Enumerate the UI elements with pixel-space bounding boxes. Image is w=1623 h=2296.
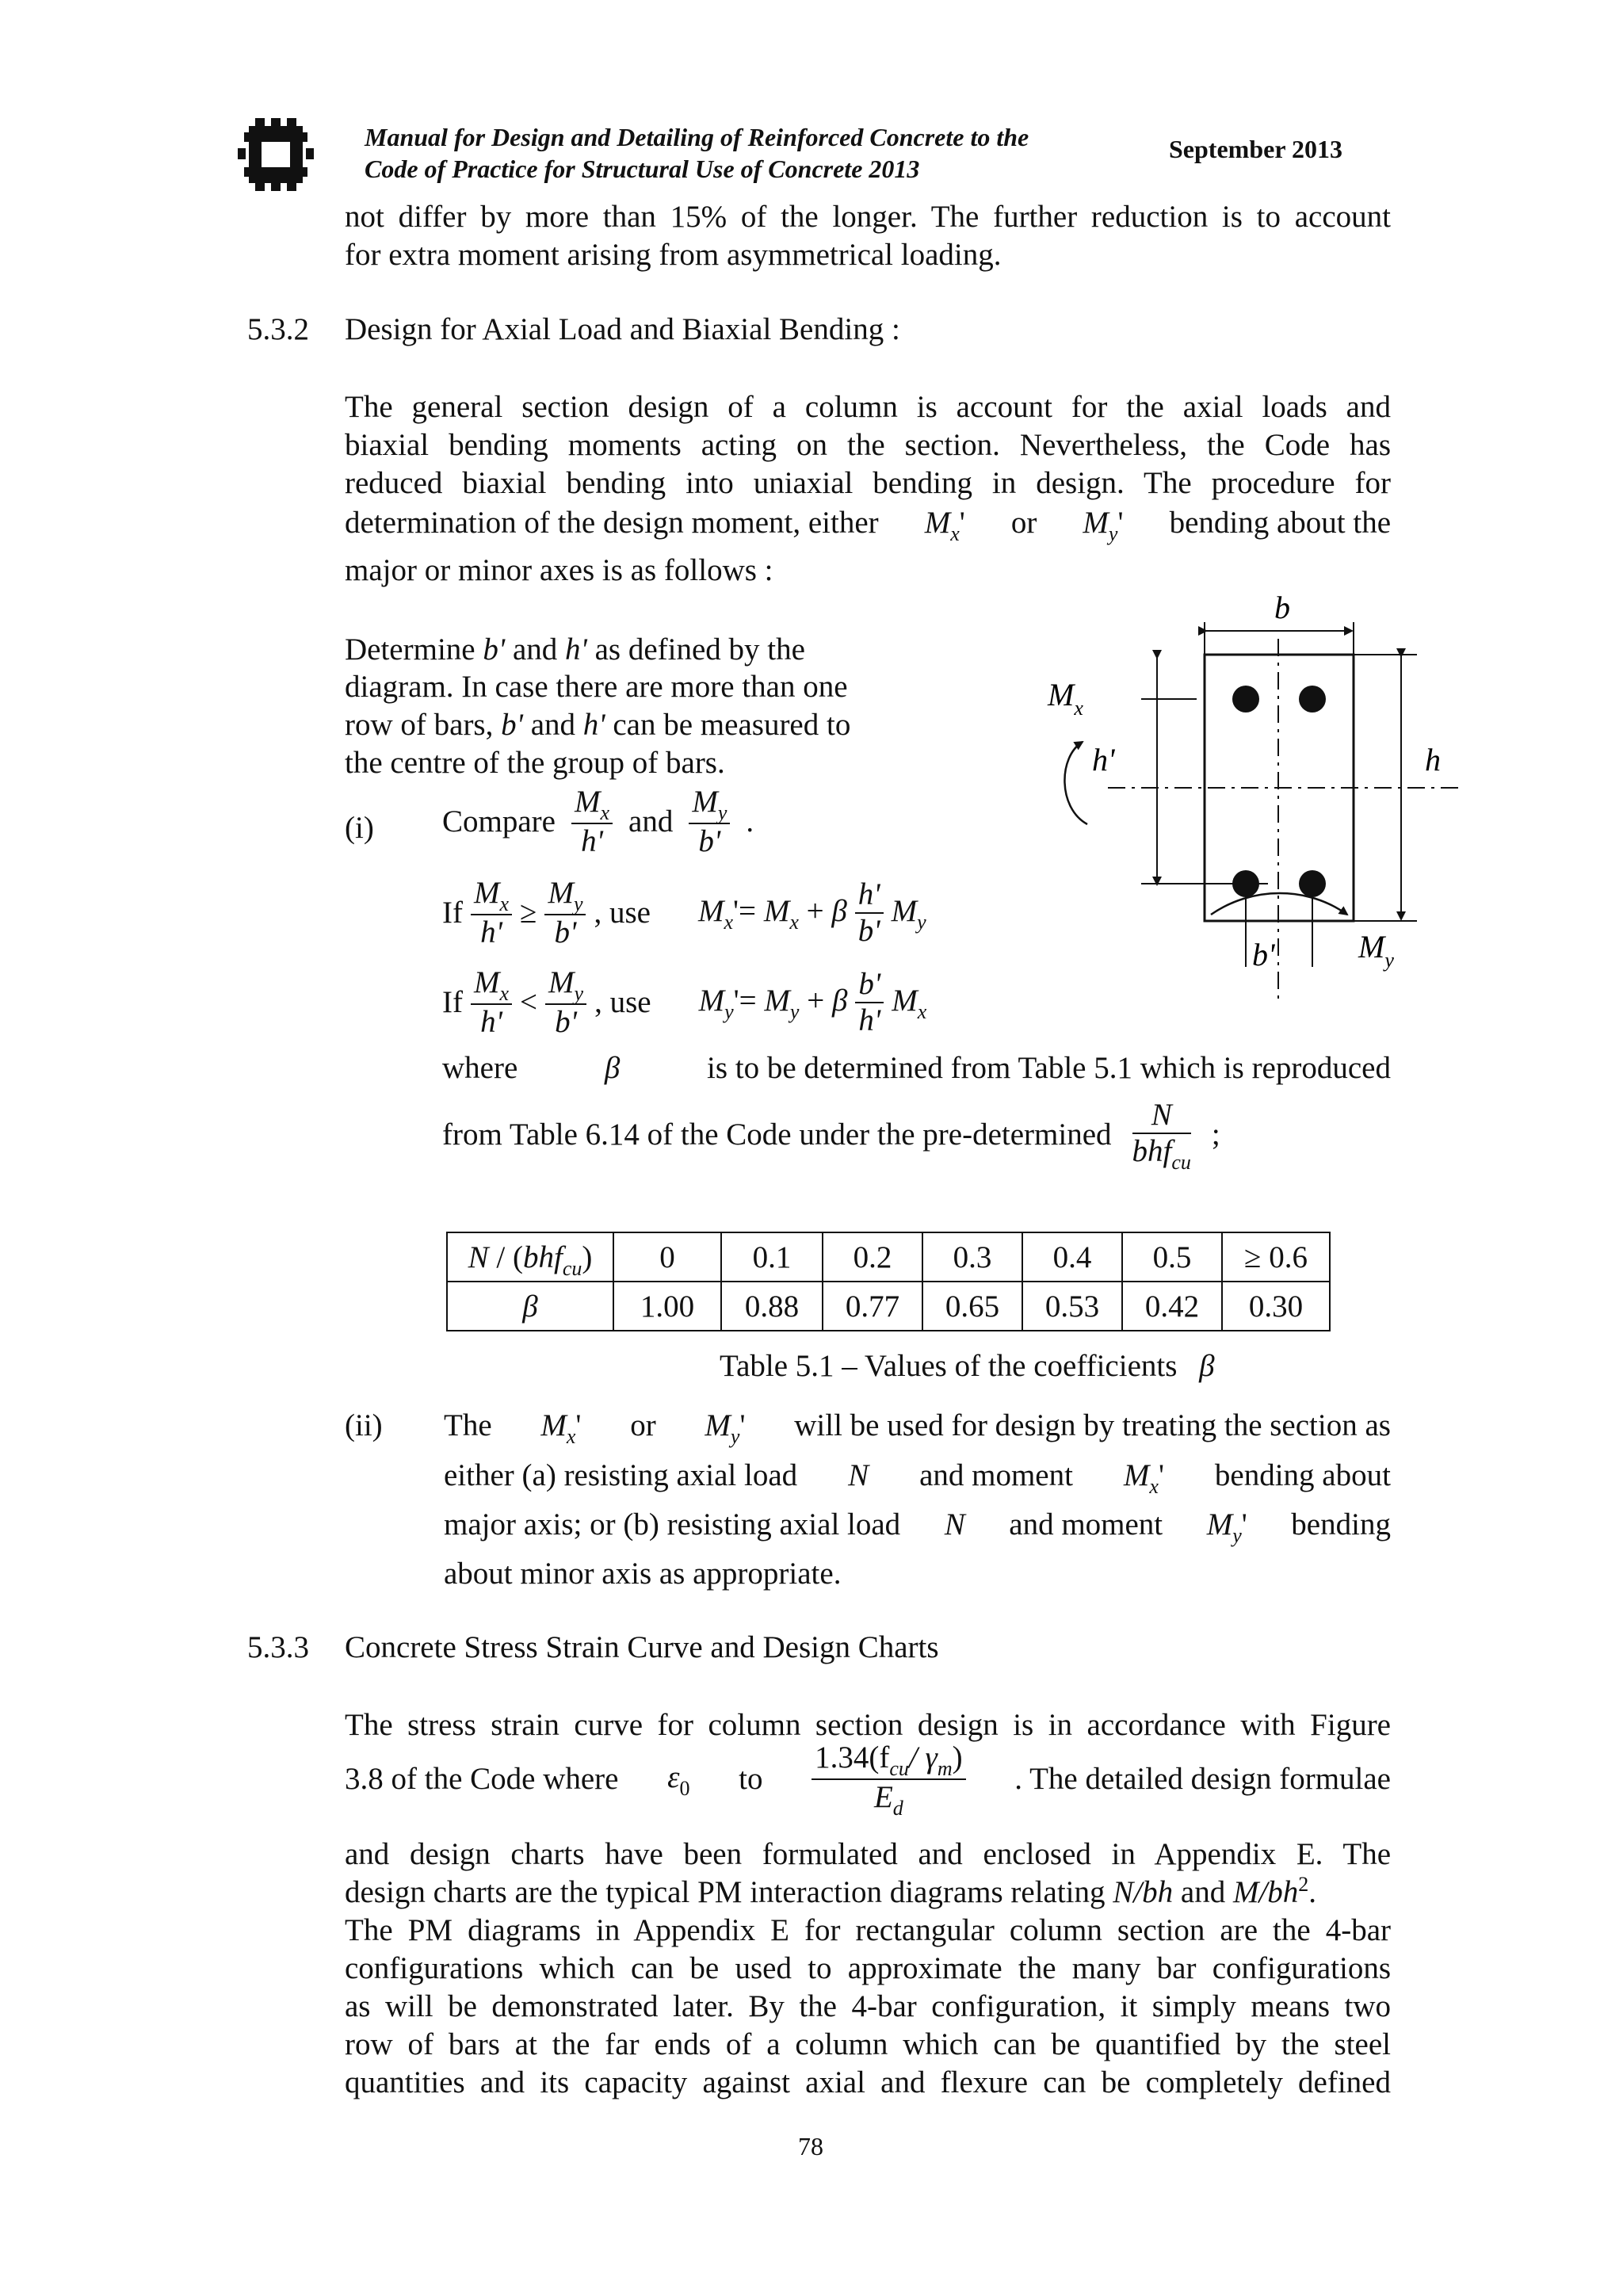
para-532-line2: biaxial bending moments acting on the section. Nevertheless, the Code has xyxy=(345,428,1391,462)
h-prime-label: h' xyxy=(1092,742,1115,777)
step-ii-label: (ii) xyxy=(345,1408,383,1442)
para-533-line4: design charts are the typical PM interaction diagrams relating N/bh and $M/bh^2$. xyxy=(345,1873,1317,1909)
determine-line1: Determine b' and h' as defined by the xyxy=(345,632,805,667)
para-line4-a: determination of the design moment, either xyxy=(345,506,879,540)
table-cell: 0.65 xyxy=(922,1282,1022,1331)
para-533-line2: 3.8 of the Code where $\varepsilon_0$ to $\frac{1.34(f_{cu}/ \gamma_m)}{E_d}$ . The detailed design formulae xyxy=(345,1740,1391,1820)
para-533-line1: The stress strain curve for column section design is in accordance with Figure xyxy=(345,1708,1391,1742)
h-prime-symbol: h' xyxy=(565,632,587,667)
table-cell: 0.1 xyxy=(721,1232,823,1282)
table-cell: 0.53 xyxy=(1022,1282,1122,1331)
page-number: 78 xyxy=(798,2132,823,2160)
determine-line2: diagram. In case there are more than one xyxy=(345,670,848,704)
para-532-line3: reduced biaxial bending into uniaxial bending in design. The procedure for xyxy=(345,466,1391,500)
compare-row: Compare $\frac{M_x}{h'}$ and $\frac{M_y}{b'}$ . xyxy=(442,785,754,858)
my-over-b-fraction: $\frac{M_y}{b'}$ xyxy=(689,785,730,859)
my-prime-symbol: $M_y'$ xyxy=(1083,506,1124,545)
formula-my-prime: $M_y'= M_y + \beta$ xyxy=(698,984,848,1023)
b-prime-label: b' xyxy=(1252,937,1275,972)
table-cell: 1.00 xyxy=(613,1282,721,1331)
b-label: b xyxy=(1274,590,1290,625)
rebar-dot xyxy=(1232,686,1259,712)
and-word: and xyxy=(628,804,674,839)
table-header-cell: β xyxy=(447,1282,613,1331)
table-cell: 0 xyxy=(613,1232,721,1282)
table-cell: 0.2 xyxy=(823,1232,922,1282)
table-cell: 0.5 xyxy=(1122,1232,1222,1282)
mx-prime-symbol: $M_x'$ xyxy=(924,506,965,545)
n-over-bhf-fraction: $\frac{N}{bhf_{cu}}$ xyxy=(1132,1098,1191,1174)
ii-line2: either (a) resisting axial load N and moment $M_x'$ bending about xyxy=(444,1458,1391,1498)
table-cell: 0.3 xyxy=(922,1232,1022,1282)
section-532-number: 5.3.2 xyxy=(247,312,309,346)
h-label: h xyxy=(1425,742,1441,777)
strain-fraction: $\frac{1.34(f_{cu}/ \gamma_m)}{E_d}$ xyxy=(812,1740,966,1818)
para-532-line4 xyxy=(345,504,1391,545)
para-532-line5: major or minor axes is as follows : xyxy=(345,553,773,587)
where-line: where β is to be determined from Table 5.1 which is reproduced xyxy=(442,1051,1391,1085)
rebar-dot xyxy=(1299,870,1326,897)
step-i-label: (i) xyxy=(345,811,374,845)
para-line4-or: or xyxy=(1010,506,1037,540)
table-cell: 0.77 xyxy=(823,1282,922,1331)
para-533-line6: configurations which can be used to approximate the many bar configurations xyxy=(345,1951,1391,1985)
ii-line3: major axis; or (b) resisting axial load N and moment $M_y'$ bending xyxy=(444,1507,1391,1547)
para-533-line3: and design charts have been formulated and enclosed in Appendix E. The xyxy=(345,1837,1391,1871)
ii-line1: The $M_x'$ or $M_y'$ will be used for design by treating the section as xyxy=(444,1408,1391,1448)
compare-word: Compare xyxy=(442,804,556,839)
section-533-number: 5.3.3 xyxy=(247,1630,309,1664)
intro-line1: not differ by more than 15% of the longer. The further reduction is to account xyxy=(345,200,1391,234)
table-cell: ≥ 0.6 xyxy=(1222,1232,1330,1282)
para-533-line8: row of bars at the far ends of a column which can be quantified by the steel xyxy=(345,2027,1391,2061)
mx-over-h-fraction: $\frac{M_x}{h'}$ xyxy=(571,785,613,859)
para-533-line7: as will be demonstrated later. By the 4-bar configuration, it simply means two xyxy=(345,1989,1391,2023)
mx-label: $M_x$ xyxy=(1048,677,1083,720)
my-label: $M_y$ xyxy=(1358,929,1394,972)
logo-icon xyxy=(238,115,314,194)
if-row-2: If $\frac{M_x}{h'}$ < $\frac{M_y}{b'}$ , use $M_y'= M_y + \beta$ $\frac{b'}{h'}$ $M_x$ xyxy=(442,965,927,1039)
para-533-line5: The PM diagrams in Appendix E for rectangular column section are the 4-bar xyxy=(345,1913,1391,1947)
table-caption: Table 5.1 – Values of the coefficients β xyxy=(720,1349,1215,1383)
header-title-line1: Manual for Design and Detailing of Reinforced Concrete to the xyxy=(365,123,1029,151)
section-533-title: Concrete Stress Strain Curve and Design Charts xyxy=(345,1630,939,1664)
header-title xyxy=(365,121,1029,185)
rebar-dot xyxy=(1299,686,1326,712)
table-cell: 0.4 xyxy=(1022,1232,1122,1282)
table-row xyxy=(447,1282,1330,1331)
determine-line3: row of bars, b' and h' can be measured to xyxy=(345,708,851,742)
para-line4-b: bending about the xyxy=(1169,506,1391,540)
table-cell: 0.88 xyxy=(721,1282,823,1331)
b-prime-symbol: b' xyxy=(483,632,506,667)
if-row-1: If $\frac{M_x}{h'}$ ≥ $\frac{M_y}{b'}$ , use $M_x'= M_x + \beta$ $\frac{h'}{b'}$ $M_y$ xyxy=(442,876,926,949)
section-532-title: Design for Axial Load and Biaxial Bending : xyxy=(345,312,900,346)
from-line: from Table 6.14 of the Code under the pre-determined $\frac{N}{bhf_{cu}}$ ; xyxy=(442,1098,1220,1174)
intro-line2: for extra moment arising from asymmetrical loading. xyxy=(345,238,1002,272)
table-row xyxy=(447,1232,1330,1282)
mx-moment-arc xyxy=(1064,742,1087,824)
header-title-line2: Code of Practice for Structural Use of Concrete 2013 xyxy=(365,155,920,183)
table-header-cell: N / (bhf$_{cu}$) xyxy=(447,1232,613,1282)
table-cell: 0.42 xyxy=(1122,1282,1222,1331)
formula-mx-prime: $M_x'= M_x + \beta$ xyxy=(697,894,847,934)
column-section-diagram xyxy=(1030,586,1474,999)
table-cell: 0.30 xyxy=(1222,1282,1330,1331)
header-date: September 2013 xyxy=(1169,135,1342,163)
ii-line4: about minor axis as appropriate. xyxy=(444,1557,842,1591)
para-532-line1: The general section design of a column is account for the axial loads and xyxy=(345,390,1391,424)
determine-line4: the centre of the group of bars. xyxy=(345,746,725,780)
para-533-line9: quantities and its capacity against axial and flexure can be completely defined xyxy=(345,2065,1391,2099)
beta-table xyxy=(446,1232,1331,1331)
